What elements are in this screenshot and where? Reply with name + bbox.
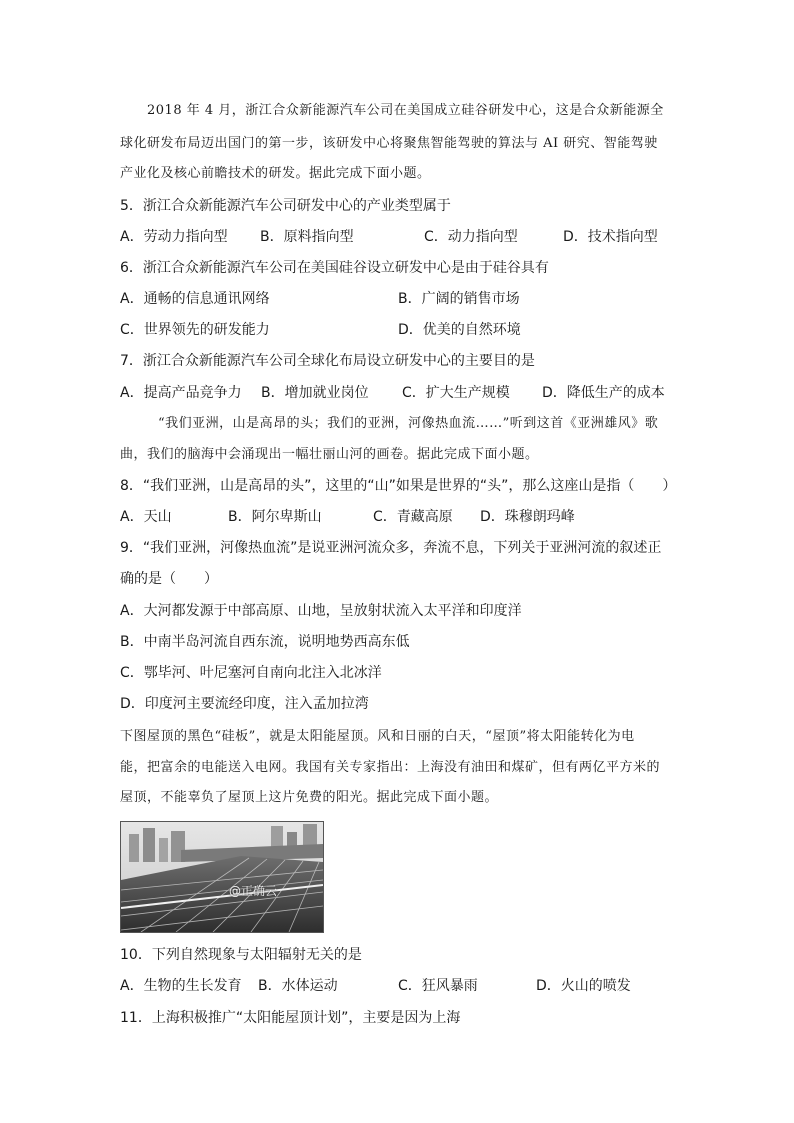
q9-option-a: A．大河都发源于中部高原、山地，呈放射状流入太平洋和印度洋 [120, 603, 522, 619]
q7-option-b: B．增加就业岗位 [261, 385, 369, 401]
q9-stem-line2: 确的是（ ） [120, 571, 218, 587]
q6-option-c: C．世界领先的研发能力 [120, 322, 270, 338]
solar-panel-illustration [121, 822, 323, 932]
q6-option-d: D．优美的自然环境 [398, 322, 521, 338]
q11-stem: 11．上海积极推广“太阳能屋顶计划”，主要是因为上海 [120, 1010, 461, 1026]
passage3-line3: 屋顶，不能辜负了屋顶上这片免费的阳光。据此完成下面小题。 [120, 790, 499, 805]
q9-option-b: B．中南半岛河流自西东流，说明地势西高东低 [120, 634, 410, 650]
passage3-line2: 能，把富余的电能送入电网。我国有关专家指出：上海没有油田和煤矿，但有两亿平方米的 [120, 760, 661, 775]
q8-option-a: A．天山 [120, 509, 172, 525]
q8-option-d: D．珠穆朗玛峰 [480, 509, 575, 525]
q10-option-c: C．狂风暴雨 [398, 978, 478, 994]
q5-option-b: B．原料指向型 [260, 229, 354, 245]
q5-option-d: D．技术指向型 [563, 229, 658, 245]
passage1-line3: 产业化及核心前瞻技术的研发。据此完成下面小题。 [120, 166, 431, 181]
q6-option-a: A．通畅的信息通讯网络 [120, 291, 270, 307]
solar-roof-photo [120, 821, 324, 933]
photo-watermark: @正确云 [229, 884, 278, 898]
q6-stem: 6．浙江合众新能源汽车公司在美国硅谷设立研发中心是由于硅谷具有 [120, 260, 549, 276]
q5-option-a: A．劳动力指向型 [120, 229, 228, 245]
q9-option-c: C．鄂毕河、叶尼塞河自南向北注入北冰洋 [120, 665, 382, 681]
q8-option-b: B．阿尔卑斯山 [228, 509, 322, 525]
q8-option-c: C．青藏高原 [373, 509, 453, 525]
q9-stem-line1: 9．“我们亚洲，河像热血流”是说亚洲河流众多，奔流不息，下列关于亚洲河流的叙述正 [120, 540, 662, 556]
q9-option-d: D．印度河主要流经印度，注入孟加拉湾 [120, 696, 369, 712]
passage2-line1: “我们亚洲，山是高昂的头；我们的亚洲，河像热血流……”听到这首《亚洲雄风》歌 [158, 416, 659, 431]
q10-option-d: D．火山的喷发 [536, 978, 631, 994]
q10-option-b: B．水体运动 [258, 978, 338, 994]
passage3-line1: 下图屋顶的黑色“硅板”，就是太阳能屋顶。风和日丽的白天，“屋顶”将太阳能转化为电 [120, 729, 635, 744]
q5-stem: 5．浙江合众新能源汽车公司研发中心的产业类型属于 [120, 198, 451, 214]
q6-option-b: B．广阔的销售市场 [398, 291, 520, 307]
q7-option-a: A．提高产品竞争力 [120, 385, 242, 401]
q10-option-a: A．生物的生长发育 [120, 978, 242, 994]
passage1-line2: 球化研发布局迈出国门的第一步，该研发中心将聚焦智能驾驶的算法与 AI 研究、智能驾驶 [120, 136, 658, 151]
q7-stem: 7．浙江合众新能源汽车公司全球化布局设立研发中心的主要目的是 [120, 353, 535, 369]
q7-option-d: D．降低生产的成本 [542, 385, 665, 401]
q10-stem: 10．下列自然现象与太阳辐射无关的是 [120, 947, 362, 963]
passage2-line2: 曲，我们的脑海中会涌现出一幅壮丽山河的画卷。据此完成下面小题。 [120, 447, 539, 462]
q8-stem: 8．“我们亚洲，山是高昂的头”，这里的“山”如果是世界的“头”，那么这座山是指（ ） [120, 478, 677, 494]
q5-option-c: C．动力指向型 [424, 229, 518, 245]
q7-option-c: C．扩大生产规模 [402, 385, 510, 401]
passage1-line1: 2018 年 4 月，浙江合众新能源汽车公司在美国成立硅谷研发中心，这是合众新能源全 [147, 103, 664, 118]
